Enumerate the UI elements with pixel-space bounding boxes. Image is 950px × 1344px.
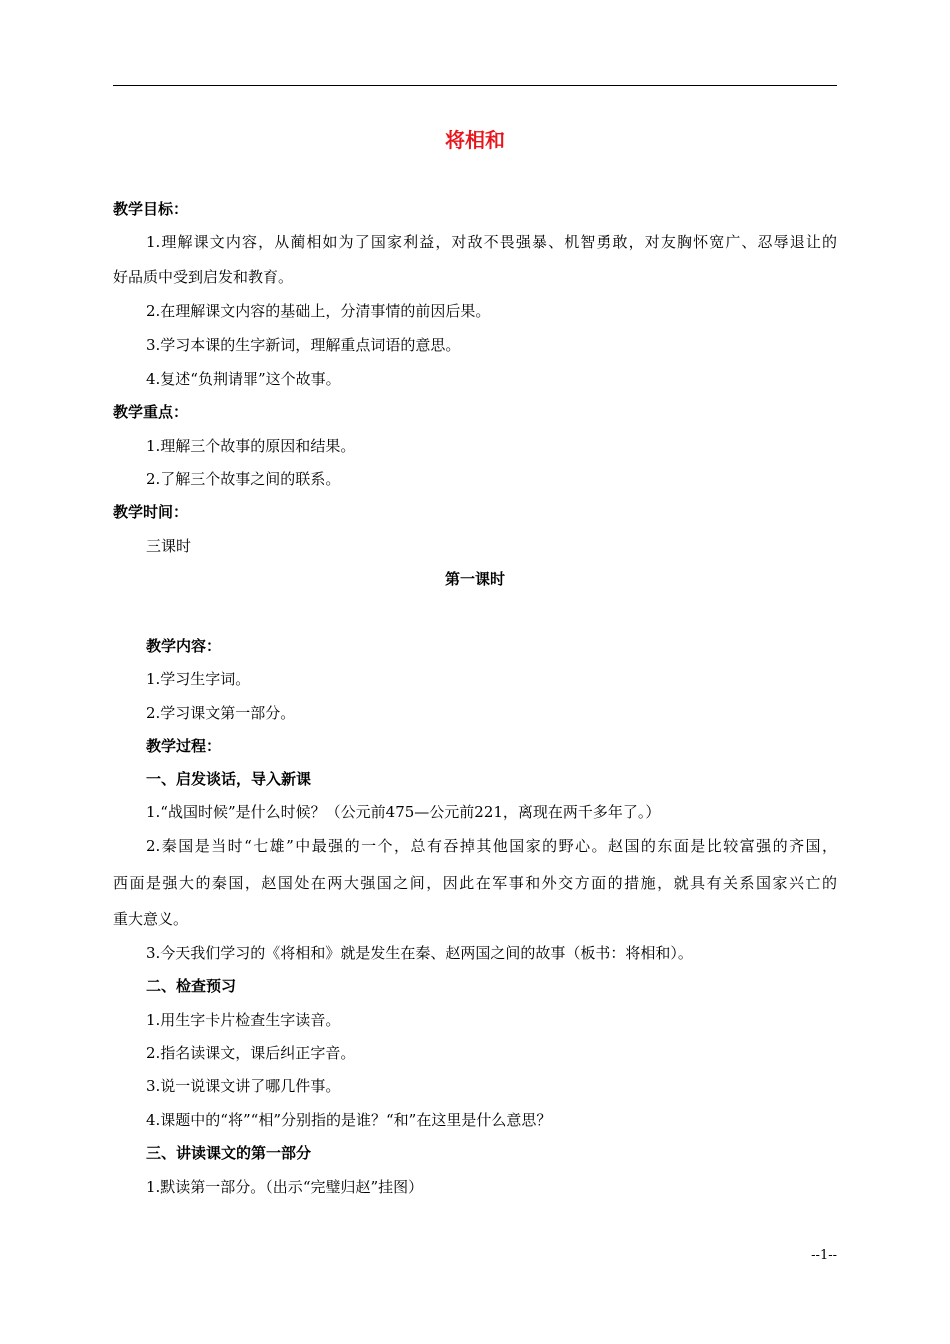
- objective-2: 2.在理解课文内容的基础上，分清事情的前因后果。: [146, 302, 491, 320]
- section-3-item-1: 1.默读第一部分。（出示“完璧归赵”挂图）: [146, 1178, 424, 1196]
- objective-3: 3.学习本课的生字新词，理解重点词语的意思。: [146, 336, 461, 354]
- objective-4: 4.复述“负荆请罪”这个故事。: [146, 370, 341, 388]
- process-heading: 教学过程：: [146, 737, 222, 755]
- section-1-item-1: 1.“战国时候”是什么时候？（公元前475—公元前221，离现在两千多年了。）: [146, 803, 661, 821]
- focus-2: 2.了解三个故事之间的联系。: [146, 470, 341, 488]
- section-1-item-2-line-3: 重大意义。: [113, 910, 189, 928]
- content-heading: 教学内容：: [146, 637, 222, 655]
- time-heading: 教学时间：: [113, 503, 189, 521]
- focus-heading: 教学重点：: [113, 403, 189, 421]
- section-1-item-2-line-2: 西面是强大的秦国，赵国处在两大强国之间，因此在军事和外交方面的措施，就具有关系国家兴亡的: [113, 874, 837, 892]
- page-title: 将相和: [445, 128, 505, 152]
- objective-1-line-2: 好品质中受到启发和教育。: [113, 268, 294, 286]
- time-value: 三课时: [146, 537, 192, 555]
- section-1-heading: 一、启发谈话，导入新课: [146, 770, 312, 788]
- section-2-item-1: 1.用生字卡片检查生字读音。: [146, 1011, 341, 1029]
- section-2-item-2: 2.指名读课文，课后纠正字音。: [146, 1044, 356, 1062]
- content-1: 1.学习生字词。: [146, 670, 251, 688]
- section-2-item-4: 4.课题中的“将”“相”分别指的是谁？“和”在这里是什么意思？: [146, 1111, 552, 1129]
- page-number: --1--: [811, 1248, 837, 1263]
- objectives-heading: 教学目标：: [113, 200, 189, 218]
- header-rule: [113, 85, 837, 86]
- section-2-item-3: 3.说一说课文讲了哪几件事。: [146, 1077, 341, 1095]
- objective-1-line-1: 1.理解课文内容，从蔺相如为了国家利益，对敌不畏强暴、机智勇敢，对友胸怀宽广、忍辱退让的: [146, 233, 837, 251]
- section-2-heading: 二、检查预习: [146, 977, 237, 995]
- section-1-item-3: 3.今天我们学习的《将相和》就是发生在秦、赵两国之间的故事（板书：将相和）。: [146, 944, 693, 962]
- section-3-heading: 三、讲读课文的第一部分: [146, 1144, 312, 1162]
- lesson-heading: 第一课时: [444, 570, 505, 588]
- focus-1: 1.理解三个故事的原因和结果。: [146, 437, 356, 455]
- content-2: 2.学习课文第一部分。: [146, 704, 296, 722]
- section-1-item-2-line-1: 2.秦国是当时“七雄”中最强的一个，总有吞掉其他国家的野心。赵国的东面是比较富强的齐国，: [146, 837, 837, 855]
